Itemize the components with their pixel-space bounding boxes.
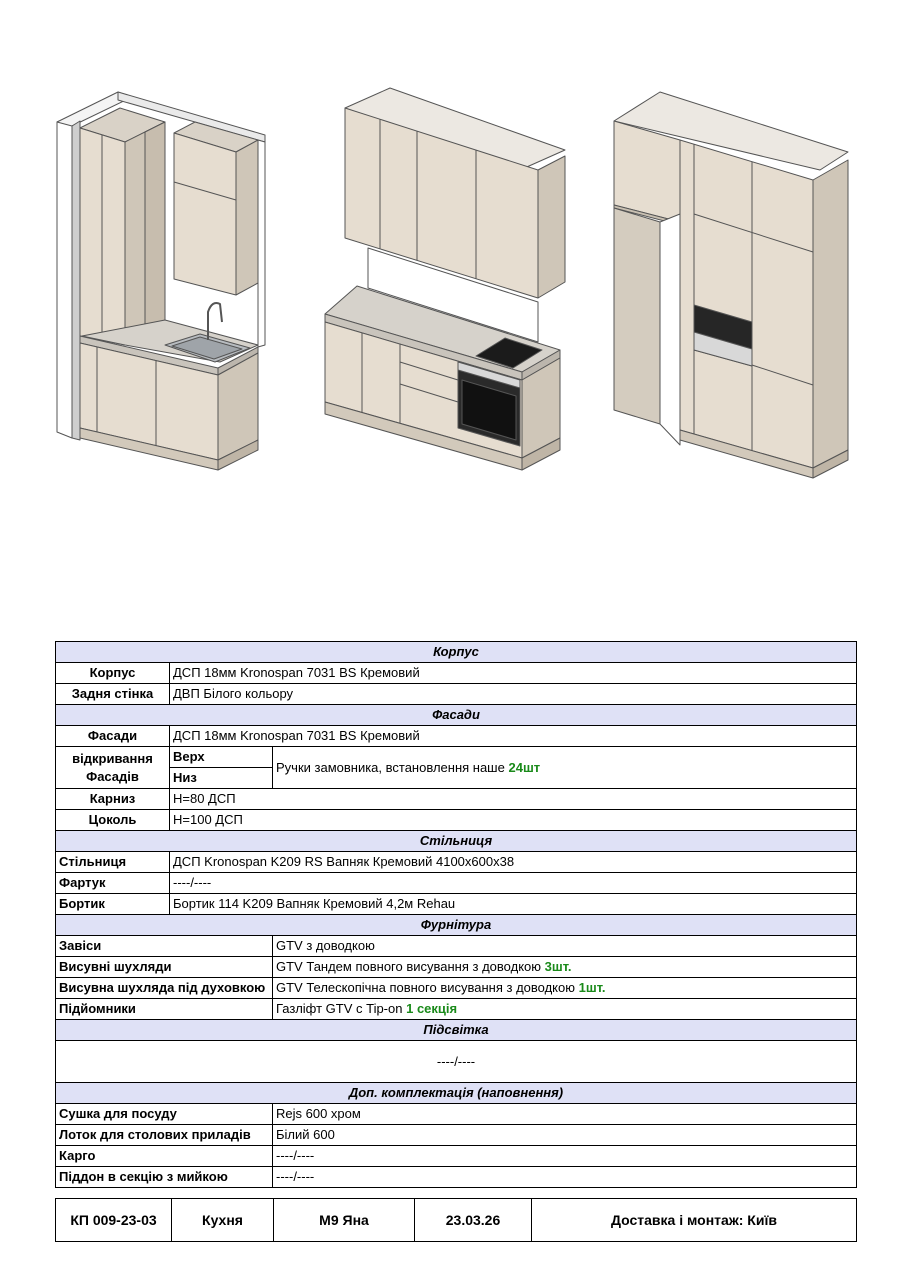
- row-value: ДСП 18мм Kronospan 7031 BS Кремовий: [170, 663, 857, 684]
- table-row: [56, 789, 857, 810]
- row-value: ----/----: [170, 873, 857, 894]
- table-row: [56, 999, 857, 1020]
- table-row: [56, 978, 857, 999]
- row-value: ДСП 18мм Kronospan 7031 BS Кремовий: [170, 726, 857, 747]
- section-row: [56, 705, 857, 726]
- footer-date: 23.03.26: [415, 1199, 532, 1242]
- row-value: Білий 600: [273, 1125, 857, 1146]
- row-label: Лоток для столових приладів: [56, 1125, 273, 1146]
- footer-code: КП 009-23-03: [56, 1199, 172, 1242]
- row-value: ДВП Білого кольору: [170, 684, 857, 705]
- table-row: [56, 1125, 857, 1146]
- drawing-tall-section: [614, 92, 848, 478]
- pidsvitka-value: ----/----: [56, 1041, 857, 1083]
- spec-table: [55, 641, 857, 1188]
- section-dop-title: Доп. комплектація (наповнення): [56, 1083, 857, 1104]
- opening-value-text: Ручки замовника, встановлення наше: [276, 759, 505, 775]
- row-value-text: Газліфт GTV с Tip-on: [276, 1001, 403, 1016]
- row-value-text: GTV з доводкою: [276, 938, 375, 953]
- row-value-count: 1 секція: [406, 1001, 458, 1016]
- section-stilnytsia-title: Стільниця: [56, 831, 857, 852]
- row-value: [273, 936, 857, 957]
- table-row: [56, 747, 857, 768]
- table-row: [56, 957, 857, 978]
- footer-client: М9 Яна: [274, 1199, 415, 1242]
- row-label: Цоколь: [56, 810, 170, 831]
- row-label: Фасади: [56, 726, 170, 747]
- section-pidsvitka-title: Підсвітка: [56, 1020, 857, 1041]
- table-row: [56, 1104, 857, 1125]
- table-row: [56, 810, 857, 831]
- opening-bottom: Низ: [170, 768, 273, 789]
- row-value: [273, 999, 857, 1020]
- opening-top: Верх: [170, 747, 273, 768]
- table-row: [56, 684, 857, 705]
- table-row: [56, 726, 857, 747]
- row-label: Піддон в секцію з мийкою: [56, 1167, 273, 1188]
- table-row: [56, 894, 857, 915]
- row-label: Висувні шухляди: [56, 957, 273, 978]
- row-label: Задня стінка: [56, 684, 170, 705]
- row-value: [273, 957, 857, 978]
- row-label: Висувна шухляда під духовкою: [56, 978, 273, 999]
- table-row: [56, 936, 857, 957]
- row-label: Стільниця: [56, 852, 170, 873]
- section-row: [56, 1083, 857, 1104]
- table-row: [56, 1041, 857, 1083]
- row-label: Фартук: [56, 873, 170, 894]
- drawing-sink-section: [57, 92, 265, 470]
- drawing-cooking-section: [325, 88, 565, 470]
- row-label: Карго: [56, 1146, 273, 1167]
- footer-row: [56, 1199, 857, 1242]
- table-row: [56, 852, 857, 873]
- table-row: [56, 663, 857, 684]
- row-label: Завіси: [56, 936, 273, 957]
- row-value: Rejs 600 хром: [273, 1104, 857, 1125]
- footer-room: Кухня: [172, 1199, 274, 1242]
- row-value-count: 1шт.: [578, 980, 606, 995]
- section-row: [56, 915, 857, 936]
- opening-label: відкривання Фасадів: [56, 747, 170, 789]
- opening-value: [273, 747, 857, 789]
- row-label: Карниз: [56, 789, 170, 810]
- row-value-text: GTV Телескопічна повного висування з доводкою: [276, 980, 575, 995]
- section-korpus-title: Корпус: [56, 642, 857, 663]
- footer-delivery: Доставка і монтаж: Київ: [532, 1199, 857, 1242]
- row-value: ----/----: [273, 1167, 857, 1188]
- table-row: [56, 1146, 857, 1167]
- row-label: Бортик: [56, 894, 170, 915]
- row-value: ----/----: [273, 1146, 857, 1167]
- row-value: ДСП Kronospan K209 RS Вапняк Кремовий 4100х600х38: [170, 852, 857, 873]
- table-row: [56, 873, 857, 894]
- section-row: [56, 642, 857, 663]
- row-label: Сушка для посуду: [56, 1104, 273, 1125]
- row-label: Підйомники: [56, 999, 273, 1020]
- row-value-count: 3шт.: [544, 959, 572, 974]
- section-row: [56, 831, 857, 852]
- row-value-text: GTV Тандем повного висування з доводкою: [276, 959, 542, 974]
- row-value: Н=80 ДСП: [170, 789, 857, 810]
- row-value: Н=100 ДСП: [170, 810, 857, 831]
- section-row: [56, 1020, 857, 1041]
- table-row: [56, 1167, 857, 1188]
- row-value: [273, 978, 857, 999]
- row-label: Корпус: [56, 663, 170, 684]
- section-fasady-title: Фасади: [56, 705, 857, 726]
- opening-count: 24шт: [508, 759, 541, 775]
- row-value: Бортик 114 K209 Вапняк Кремовий 4,2м Rehau: [170, 894, 857, 915]
- kitchen-drawings: [0, 0, 904, 600]
- footer-table: [55, 1198, 857, 1242]
- section-furnitura-title: Фурнітура: [56, 915, 857, 936]
